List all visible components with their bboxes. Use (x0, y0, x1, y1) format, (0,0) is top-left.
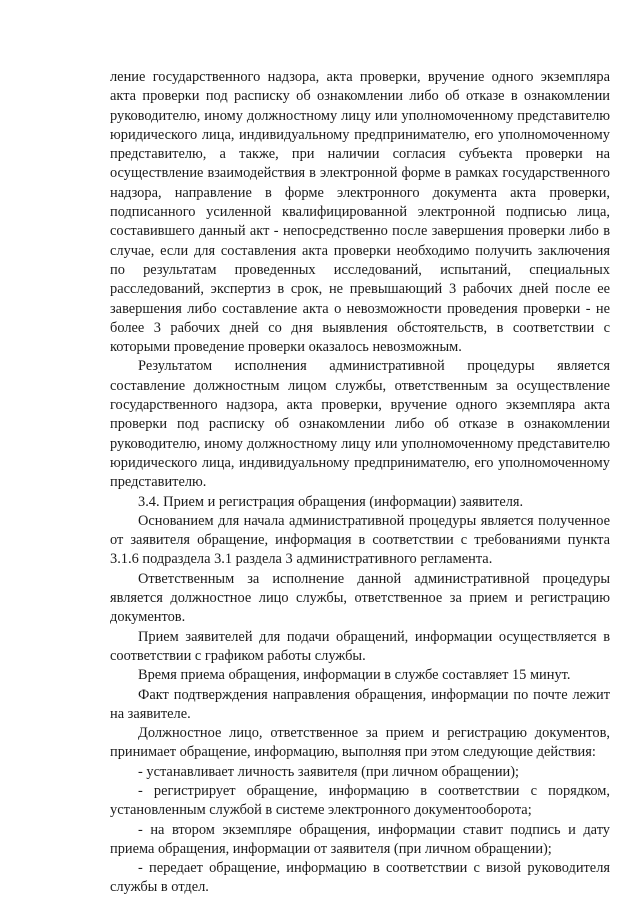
paragraph-continuation: ление государственного надзора, акта проверки, вручение одного экземпляра акта проверки под расписку об ознакомлении либо об отказе в ознакомлении руководителю, иному должностному лицу или уполномоченному представителю юридического лица, индивидуальному предпринимателю, его уполномоченному представителю, а также, при наличии согласия субъекта проверки на осуществление взаимодействия в электронной форме в рамках государственного надзора, направление в форме электронного документа акта проверки, подписанного усиленной квалифицированной электронной подписью лица, составившего данный акт - непосредственно после завершения проверки либо в случае, если для составления акта проверки необходимо получить заключения по результатам проведенных исследований, испытаний, специальных расследований, экспертиз в срок, не превышающий 3 рабочих дней после ее завершения либо составление акта о невозможности проведения проверки - не более 3 рабочих дней со дня выявления обстоятельств, в соответствии с которыми проведение проверки оказалось невозможным. (110, 69, 610, 356)
paragraph-schedule: Прием заявителей для подачи обращений, информации осуществляется в соответствии с графиком работы службы. (110, 628, 610, 664)
paragraph-responsible: Ответственным за исполнение данной административной процедуры является должностное лицо службы, ответственное за прием и регистрацию документов. (110, 570, 610, 626)
paragraph-time: Время приема обращения, информации в службе составляет 15 минут. (138, 667, 571, 684)
paragraph-mail-proof: Факт подтверждения направления обращения, информации по почте лежит на заявителе. (110, 686, 610, 722)
list-item-transfer: - передает обращение, информацию в соответствии с визой руководителя службы в отдел. (110, 860, 610, 896)
list-item-identity: - устанавливает личность заявителя (при личном обращении); (138, 763, 520, 780)
paragraph-result: Результатом исполнения административной процедуры является составление должностным лицом службы, ответственным за осуществление государственного надзора, акта проверки, вручение одного экземпляра акта проверки под расписку об ознакомлении либо об отказе в ознакомлении руководителю, иному должностному лицу или уполномоченному представителю юридического лица, индивидуальному предпринимателю, его уполномоченному представителю. (110, 358, 610, 491)
list-item-signature: - на втором экземпляре обращения, информации ставит подпись и дату приема обращения, информации от заявителя (при личном обращении); (110, 821, 610, 857)
document-body (110, 68, 610, 898)
section-heading-3-4: 3.4. Прием и регистрация обращения (информации) заявителя. (138, 493, 524, 510)
list-item-register: - регистрирует обращение, информацию в соответствии с порядком, установленным службой в системе электронного документооборота; (110, 782, 610, 819)
paragraph-actions-intro: Должностное лицо, ответственное за прием и регистрацию документов, принимает обращение, информацию, выполняя при этом следующие действия: (110, 725, 610, 761)
paragraph-basis: Основанием для начала административной процедуры является полученное от заявителя обращение, информация в соответствии с требованиями пункта 3.1.6 подраздела 3.1 раздела 3 административного регламента. (110, 512, 610, 568)
